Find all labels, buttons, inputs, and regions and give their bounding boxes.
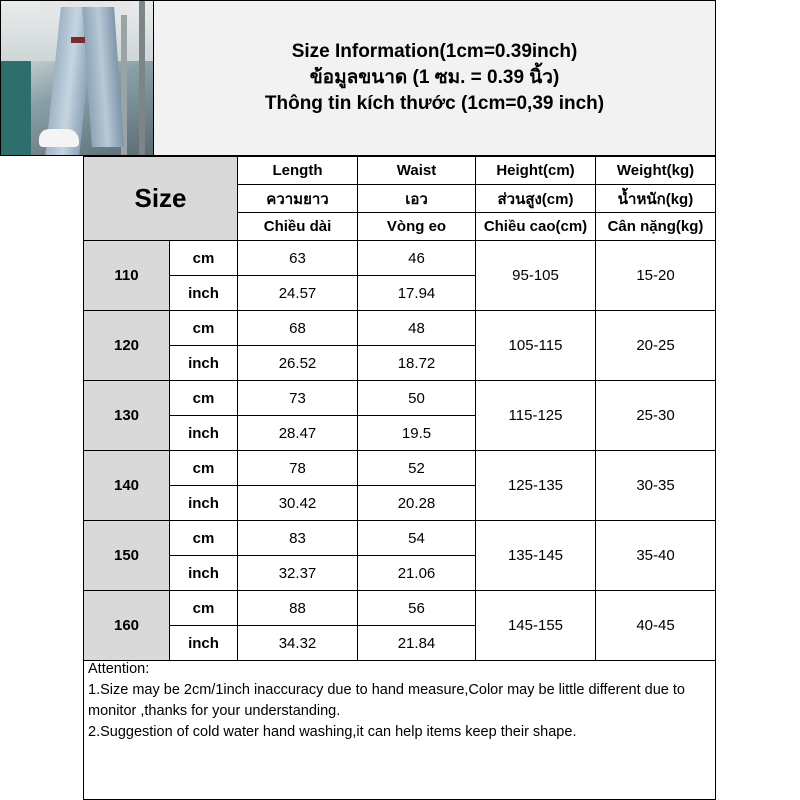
unit-inch: inch [170,486,238,521]
length-inch: 30.42 [238,486,358,521]
col-length-th: ความยาว [238,185,358,213]
length-inch: 24.57 [238,276,358,311]
unit-cm: cm [170,591,238,626]
unit-cm: cm [170,521,238,556]
size-label: 120 [84,311,170,381]
col-waist-vi: Vòng eo [358,213,476,241]
length-inch: 32.37 [238,556,358,591]
attention-notes [83,657,716,800]
size-info-header [154,0,716,156]
weight-range: 15-20 [596,241,716,311]
length-inch: 26.52 [238,346,358,381]
length-inch: 34.32 [238,626,358,661]
photo-rail-2 [139,1,145,156]
photo-shoe [39,129,79,147]
unit-cm: cm [170,241,238,276]
unit-inch: inch [170,626,238,661]
table-row [84,521,716,556]
col-waist-th: เอว [358,185,476,213]
height-range: 105-115 [476,311,596,381]
notes-item-2: 2.Suggestion of cold water hand washing,it can help items keep their shape. [88,724,577,740]
col-waist-en: Waist [358,157,476,185]
height-range: 95-105 [476,241,596,311]
length-cm: 83 [238,521,358,556]
table-row [84,451,716,486]
notes-title: Attention: [88,661,150,677]
height-range: 125-135 [476,451,596,521]
waist-cm: 48 [358,311,476,346]
size-info-thai: ข้อมูลขนาด (1 ซม. = 0.39 นิ้ว) [309,67,560,88]
length-inch: 28.47 [238,416,358,451]
waist-inch: 21.06 [358,556,476,591]
table-row [84,311,716,346]
waist-inch: 17.94 [358,276,476,311]
waist-inch: 18.72 [358,346,476,381]
col-weight-th: น้ำหนัก(kg) [596,185,716,213]
waist-inch: 20.28 [358,486,476,521]
size-header: Size [84,157,238,241]
size-label: 150 [84,521,170,591]
length-cm: 88 [238,591,358,626]
table-row [84,591,716,626]
unit-inch: inch [170,276,238,311]
waist-inch: 21.84 [358,626,476,661]
height-range: 145-155 [476,591,596,661]
length-cm: 73 [238,381,358,416]
size-table [83,156,716,661]
table-row [84,241,716,276]
photo-patch [71,37,85,43]
col-length-vi: Chiều dài [238,213,358,241]
table-row [84,381,716,416]
notes-item-1: 1.Size may be 2cm/1inch inaccuracy due to hand measure,Color may be little different due to monitor ,thanks for your understanding. [88,682,685,719]
col-height-th: ส่วนสูง(cm) [476,185,596,213]
size-label: 110 [84,241,170,311]
product-photo [0,0,154,156]
unit-inch: inch [170,416,238,451]
size-label: 130 [84,381,170,451]
length-cm: 78 [238,451,358,486]
weight-range: 40-45 [596,591,716,661]
length-cm: 68 [238,311,358,346]
photo-teal-panel [1,61,31,156]
unit-cm: cm [170,381,238,416]
waist-cm: 56 [358,591,476,626]
col-weight-en: Weight(kg) [596,157,716,185]
height-range: 135-145 [476,521,596,591]
waist-cm: 46 [358,241,476,276]
col-height-vi: Chiều cao(cm) [476,213,596,241]
waist-cm: 50 [358,381,476,416]
size-info-vietnamese: Thông tin kích thước (1cm=0,39 inch) [264,93,605,114]
waist-cm: 52 [358,451,476,486]
unit-inch: inch [170,346,238,381]
col-height-en: Height(cm) [476,157,596,185]
waist-inch: 19.5 [358,416,476,451]
unit-cm: cm [170,451,238,486]
waist-cm: 54 [358,521,476,556]
header-row-en [84,157,716,185]
weight-range: 30-35 [596,451,716,521]
unit-cm: cm [170,311,238,346]
unit-inch: inch [170,556,238,591]
col-weight-vi: Cân nặng(kg) [596,213,716,241]
size-label: 160 [84,591,170,661]
weight-range: 35-40 [596,521,716,591]
col-length-en: Length [238,157,358,185]
length-cm: 63 [238,241,358,276]
size-label: 140 [84,451,170,521]
weight-range: 25-30 [596,381,716,451]
size-info-english: Size Information(1cm=0.39inch) [291,41,578,62]
height-range: 115-125 [476,381,596,451]
weight-range: 20-25 [596,311,716,381]
